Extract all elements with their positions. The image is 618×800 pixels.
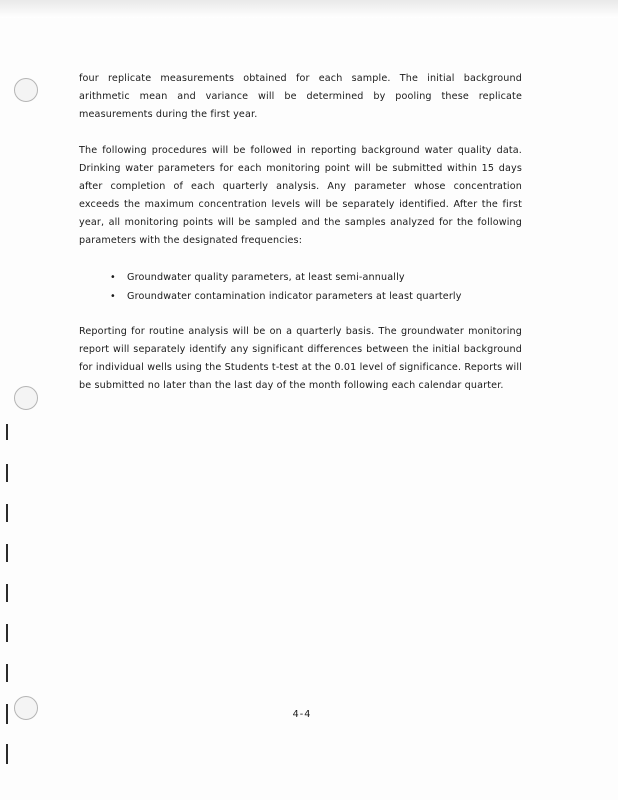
punch-hole bbox=[14, 696, 38, 720]
edge-mark bbox=[6, 424, 8, 440]
edge-mark bbox=[6, 704, 8, 724]
edge-mark bbox=[6, 584, 8, 602]
scan-shadow bbox=[0, 0, 618, 18]
edge-mark bbox=[6, 504, 8, 522]
list-item-text: Groundwater contamination indicator parameters at least quarterly bbox=[127, 291, 462, 302]
edge-mark bbox=[6, 744, 8, 764]
edge-mark bbox=[6, 664, 8, 682]
parameter-frequency-list bbox=[110, 268, 530, 306]
punch-hole bbox=[14, 386, 38, 410]
list-item bbox=[110, 287, 530, 306]
edge-mark bbox=[6, 544, 8, 562]
paragraph-reporting-procedures: The following procedures will be followed in reporting background water quality data. Drinking water parameters for each monitoring point will be submitted within 15 days after completion of each quarterly analysis. Any parameter whose concentration exceeds the maximum concentration levels will be separately identified. After the first year, all monitoring points will be sampled and the samples analyzed for the following parameters with the designated frequencies: bbox=[79, 145, 522, 246]
paragraph-replicate-measurements: four replicate measurements obtained for each sample. The initial background arithmetic mean and variance will be determined by pooling these replicate measurements during the first year. bbox=[79, 73, 522, 120]
edge-mark bbox=[6, 624, 8, 642]
punch-hole bbox=[14, 78, 38, 102]
paragraph-routine-analysis: Reporting for routine analysis will be on a quarterly basis. The groundwater monitoring report will separately identify any significant differences between the initial background for individual wells using the Students t-test at the 0.01 level of significance. Reports will be submitted no later than the last day of the month following each calendar quarter. bbox=[79, 326, 522, 391]
bullet-icon: • bbox=[110, 291, 116, 302]
list-item bbox=[110, 268, 530, 287]
edge-mark bbox=[6, 464, 8, 482]
page-number: 4-4 bbox=[292, 709, 312, 720]
bullet-icon: • bbox=[110, 272, 116, 283]
list-item-text: Groundwater quality parameters, at least semi-annually bbox=[127, 272, 405, 283]
